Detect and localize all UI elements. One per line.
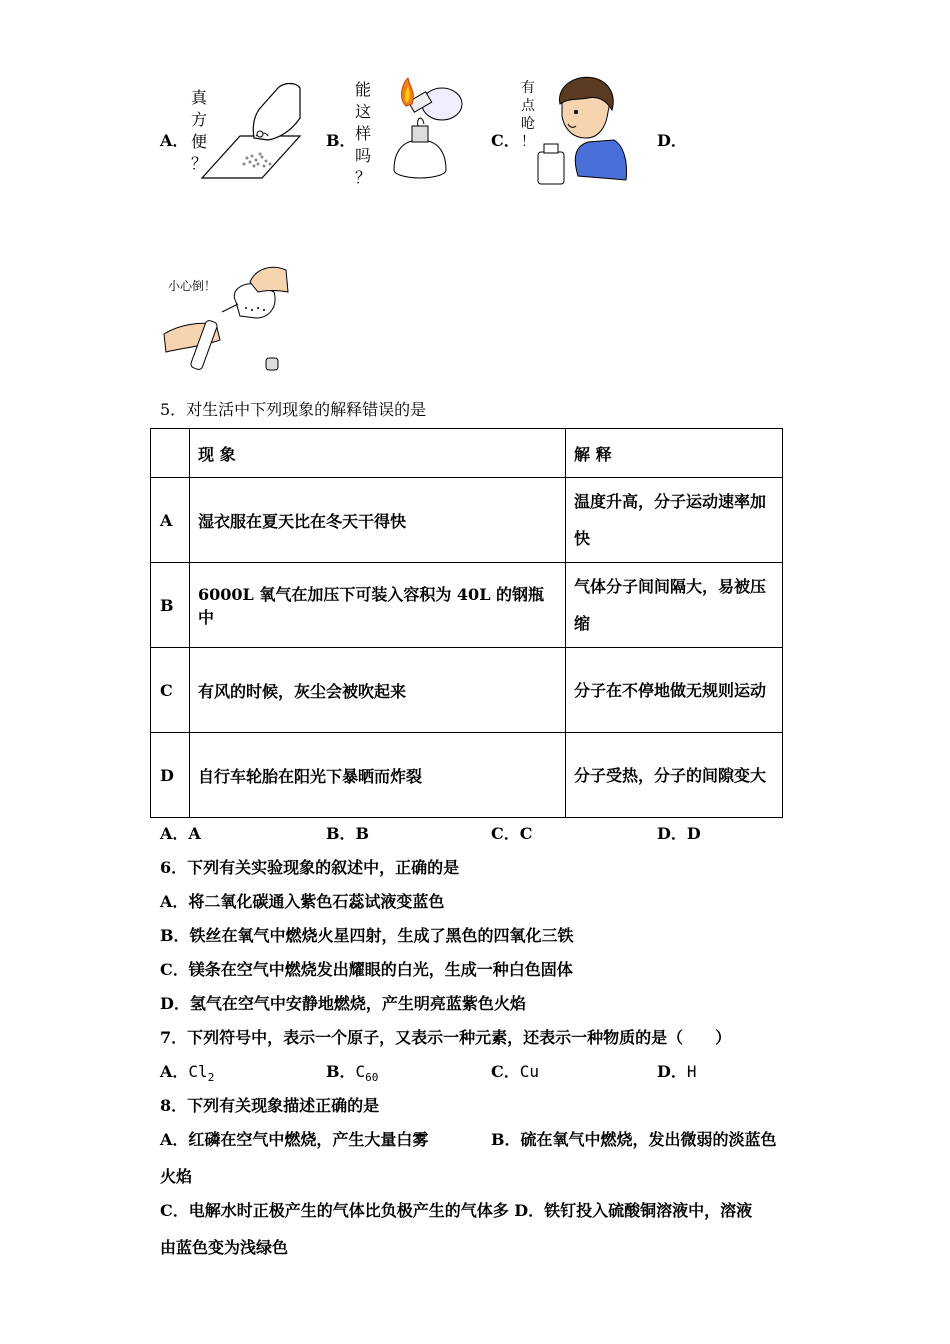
row-phenomenon: 自行车轮胎在阳光下暴晒而炸裂 [190,733,566,818]
tasting-by-hand-illustration [192,78,304,188]
q7-question: 7．下列符号中，表示一个原子，又表示一种元素，还表示一种物质的是（ ） [160,1028,732,1047]
table-row [151,478,783,563]
option-subscript: 2 [207,1071,215,1085]
row-explanation: 分子受热，分子的间隙变大 [566,733,783,818]
q5-option-b[interactable]: B．B [326,824,370,843]
q8-option-c-d[interactable]: C．电解水时正极产生的气体比负极产生的气体多 D．铁钉投入硫酸铜溶液中，溶液 [160,1201,753,1220]
option-formula: H [686,1062,697,1081]
row-letter: C [151,648,190,733]
q6-option-d[interactable]: D．氢气在空气中安静地燃烧，产生明亮蓝紫色火焰 [160,994,526,1013]
q4-option-c-label[interactable]: C． [491,131,520,150]
caption-char: 便 [190,132,207,151]
option-formula: Cu [519,1062,540,1081]
q8-option-b-continued: 火焰 [160,1167,193,1186]
q5-option-a[interactable]: A．A [160,824,201,843]
row-letter: B [151,563,190,648]
q8-option-d-continued: 由蓝色变为浅绿色 [160,1238,289,1257]
option-formula: C [355,1062,366,1081]
option-label: C． [491,1062,520,1081]
caption-char: ！ [521,134,535,150]
q5-option-d[interactable]: D．D [657,824,701,843]
caption-char: 方 [190,110,207,129]
q5-option-c[interactable]: C．C [491,824,533,843]
q8-option-b[interactable]: B．硫在氧气中燃烧，发出微弱的淡蓝色 [491,1130,777,1149]
q6-option-a[interactable]: A．将二氧化碳通入紫色石蕊试液变蓝色 [160,892,445,911]
q6-option-c[interactable]: C．镁条在空气中燃烧发出耀眼的白光，生成一种白色固体 [160,960,573,979]
q8-option-a[interactable]: A．红磷在空气中燃烧，产生大量白雾 [160,1130,429,1149]
table-header-phenomenon: 现 象 [190,429,566,478]
row-phenomenon: 有风的时候，灰尘会被吹起来 [190,648,566,733]
row-phenomenon: 湿衣服在夏天比在冬天干得快 [190,478,566,563]
caption-char: 真 [190,88,207,107]
caption-char: 点 [521,98,535,114]
option-formula: Cl [188,1062,208,1081]
table-header-cell-empty [151,429,190,478]
table-row [151,563,783,648]
row-letter: D [151,733,190,818]
row-phenomenon: 6000L 氧气在加压下可装入容积为 40L 的钢瓶中 [190,563,566,648]
q5-question: 5．对生活中下列现象的解释错误的是 [160,400,427,419]
caption-char: 呛 [521,116,535,132]
caption-char: ？ [354,168,371,187]
caption-char: 吗 [354,146,371,165]
table-header-row [151,429,783,478]
table-row [151,733,783,818]
row-explanation: 温度升高，分子运动速率加快 [566,478,783,563]
option-label: A． [160,1062,189,1081]
caption-char: 能 [354,80,371,99]
row-explanation: 分子在不停地做无规则运动 [566,648,783,733]
q4-option-d-label[interactable]: D． [657,131,687,150]
caption-char: 这 [354,102,371,121]
q7-option-c[interactable] [491,1059,539,1082]
q8-question: 8．下列有关现象描述正确的是 [160,1096,380,1115]
option-label: B． [326,1062,356,1081]
table-header-explanation: 解 释 [566,429,783,478]
option-label: D． [657,1062,687,1081]
pouring-liquid-illustration [160,262,290,374]
q4-option-b-caption [354,79,372,189]
caption-char: ？ [190,154,207,173]
alcohol-lamp-lighting-illustration [384,74,470,184]
q6-option-b[interactable]: B．铁丝在氧气中燃烧火星四射，生成了黑色的四氧化三铁 [160,926,574,945]
q7-option-b[interactable] [326,1059,378,1084]
table-row [151,648,783,733]
q4-option-b-label[interactable]: B． [326,131,356,150]
caption-char: 有 [521,80,535,96]
q7-option-a[interactable] [160,1059,214,1084]
option-subscript: 60 [365,1071,379,1085]
q6-question: 6．下列有关实验现象的叙述中，正确的是 [160,858,460,877]
caption-char: 样 [354,124,371,143]
q4-option-a-label[interactable]: A． [160,131,189,150]
q4-option-d-caption: 小心倒！ [168,279,217,293]
q5-table [150,428,783,818]
q7-option-d[interactable] [657,1059,697,1082]
row-letter: A [151,478,190,563]
row-explanation: 气体分子间间隔大，易被压缩 [566,563,783,648]
smelling-gas-illustration [532,76,628,186]
